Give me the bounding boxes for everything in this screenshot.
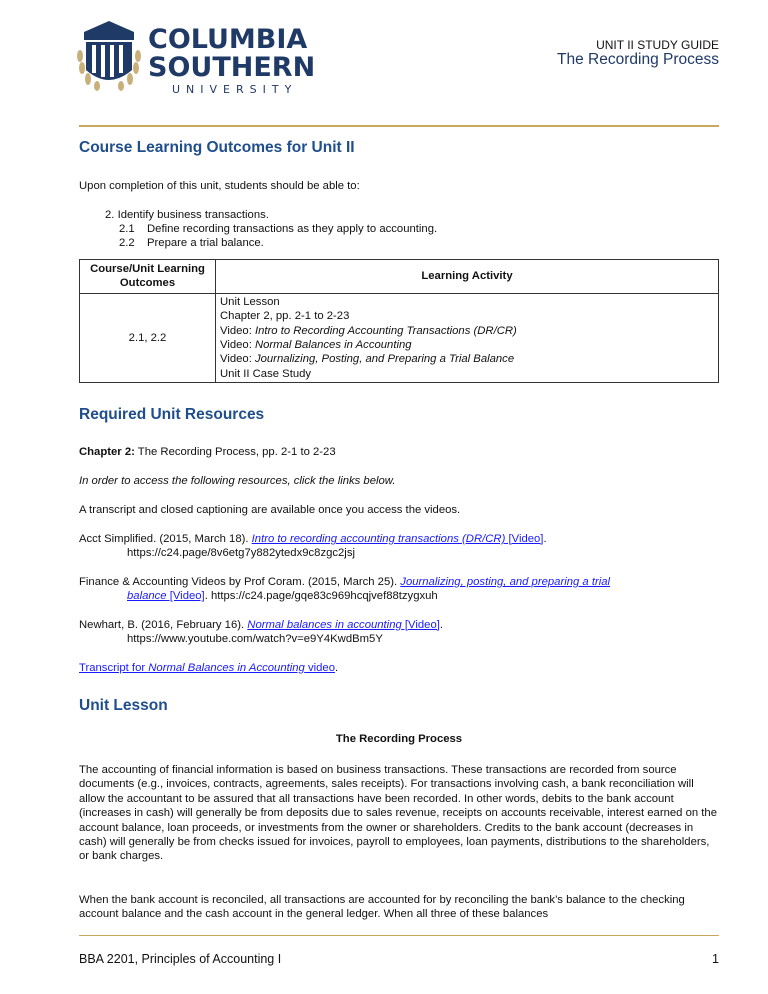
video-link-normal-balances[interactable]: Normal balances in accounting [Video] [247, 619, 440, 631]
guide-label: UNIT II STUDY GUIDE [596, 38, 719, 52]
header-divider [79, 125, 719, 127]
svg-text:UNIVERSITY: UNIVERSITY [172, 83, 298, 96]
chapter-line: Chapter 2: The Recording Process, pp. 2-1 to 2-23 [79, 446, 336, 458]
transcript-line: Transcript for Normal Balances in Accounting video. [79, 662, 339, 674]
outcomes-heading: Course Learning Outcomes for Unit II [79, 139, 355, 156]
col-header-outcomes: Course/Unit Learning Outcomes [80, 260, 216, 294]
outcomes-intro: Upon completion of this unit, students should be able to: [79, 180, 360, 192]
video-link-intro[interactable]: Intro to recording accounting transactions (DR/CR) [Video] [251, 533, 544, 545]
video-link-journalizing[interactable]: Journalizing, posting, and preparing a trial [400, 576, 611, 588]
lesson-subheading: The Recording Process [335, 733, 463, 745]
page-number: 1 [712, 952, 719, 966]
video-link-journalizing-cont[interactable]: balance [Video] [127, 590, 205, 603]
outcome-item: 2. Identify business transactions. [105, 209, 269, 221]
lesson-paragraph-2: When the bank account is reconciled, all transactions are accounted for by reconciling the bank’s balance to the checking account balance and the cash account in the general ledger. When all three of these balances [79, 894, 685, 921]
lesson-heading: Unit Lesson [79, 697, 168, 714]
reference-3: Newhart, B. (2016, February 16). Normal balances in accounting [Video]. https://www.youtube.com/watch?v=e9Y4KwdBm5Y [79, 619, 444, 646]
footer-course: BBA 2201, Principles of Accounting I [79, 952, 282, 966]
footer-divider [79, 935, 719, 936]
reference-2: Finance & Accounting Videos by Prof Coram. (2015, March 25). Journalizing, posting, and preparing a trial balance [Video]. https://c24.page/gqe83c969hcqjvef88tzygxuh [79, 576, 611, 603]
university-logo [72, 18, 317, 96]
outcome-item: 2.1 Define recording transactions as they apply to accounting. [119, 223, 438, 235]
reference-1: Acct Simplified. (2015, March 18). Intro to recording accounting transactions (DR/CR) [Video]. https://c24.page/8v6etg7y882ytedx9c8zgc2jsj [79, 533, 547, 560]
activity-cell: Unit Lesson Chapter 2, pp. 2-1 to 2-23 Video: Intro to Recording Accounting Transactions (DR/CR) Video: Normal Balances in Accounting Video: Journalizing, Posting, and Preparing a Trial Balance Unit II Case Study [216, 293, 719, 382]
transcript-note: A transcript and closed captioning are available once you access the videos. [79, 504, 461, 516]
svg-text:SOUTHERN: SOUTHERN [148, 52, 316, 83]
outcome-item: 2.2 Prepare a trial balance. [119, 237, 264, 249]
svg-text:COLUMBIA: COLUMBIA [148, 24, 308, 55]
transcript-link[interactable]: Transcript for Normal Balances in Accounting video [79, 662, 335, 674]
lesson-paragraph-1: The accounting of financial information is based on business transactions. These transactions are recorded from source documents (e.g., invoices, contracts, agreements, sales receipts). For transactions involving cash, a bank reconciliation will allow the accountant to be assured that all transactions have been recorded. In other words, debits to the bank account (increases in cash) will generally be from deposits due to sales revenue, receipts on accounts receivable, interest earned on the account balance, loan proceeds, or investments from the owner or shareholders. Credits to the bank account (decreases in cash) will generally be from checks issued for invoices, payroll to employees, loan payments, distributions to the shareholders, or bank charges. [79, 764, 717, 863]
learning-activity-table [79, 259, 719, 383]
guide-title: The Recording Process [557, 51, 719, 68]
instruction: In order to access the following resources, click the links below. [79, 475, 396, 487]
resources-heading: Required Unit Resources [79, 406, 265, 423]
outcome-cell: 2.1, 2.2 [80, 293, 216, 382]
col-header-activity: Learning Activity [216, 260, 719, 294]
